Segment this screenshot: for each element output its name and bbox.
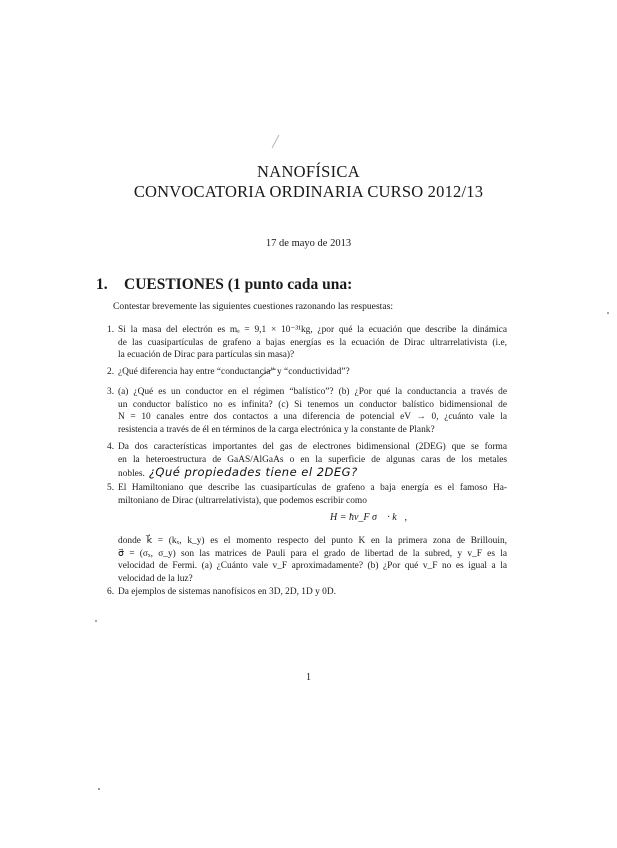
question-text-line: Da ejemplos de sistemas nanofísicos en 3D, 2D, 1D y 0D. bbox=[118, 587, 336, 597]
question-text-line: donde k⃗ = (kₓ, k_y) es el momento respecto del punto K en la primera zona de Brillouin, bbox=[118, 536, 507, 546]
question-5 bbox=[107, 482, 507, 507]
page-number: 1 bbox=[306, 672, 311, 683]
exam-title: NANOFÍSICA bbox=[257, 162, 360, 181]
question-text-line: la ecuación de Dirac para partículas sin masa)? bbox=[118, 350, 295, 361]
question-5-continued bbox=[107, 535, 507, 585]
question-6 bbox=[107, 586, 507, 599]
question-text-line: en la heteroestructura de GaAS/AlGaAs o en la superficie de algunas caras de los metales bbox=[118, 454, 507, 465]
question-number: 1. bbox=[107, 325, 115, 335]
question-text-line: de las cuasipartículas de grafeno a bajas energías es la ecuación de Dirac ultrarrelativista (i.e, bbox=[118, 337, 507, 348]
handwritten-annotation: ¿Qué propiedades tiene el 2DEG? bbox=[148, 465, 358, 480]
scan-speck bbox=[95, 620, 97, 622]
exam-subtitle: CONVOCATORIA ORDINARIA CURSO 2012/13 bbox=[133, 182, 484, 201]
question-text-line: N = 10 canales entre dos contactos a una diferencia de potencial eV → 0, ¿cuánto vale la bbox=[118, 412, 507, 423]
question-number: 5. bbox=[107, 483, 115, 493]
question-number: 4. bbox=[107, 442, 115, 452]
question-text-line: Si la masa del electrón es mₑ = 9,1 × 10⁻³¹kg, ¿por qué la ecuación que describe la dinámica bbox=[118, 325, 507, 335]
question-number: 2. bbox=[107, 367, 115, 377]
scan-speck bbox=[607, 312, 609, 314]
question-text-line: ¿Qué diferencia hay entre “conductancia” y “conductividad”? bbox=[118, 367, 350, 377]
question-text-line: resistencia a través de él en términos de la carga electrónica y la constante de Plank? bbox=[118, 424, 435, 435]
question-text-line: velocidad de la luz? bbox=[118, 573, 193, 584]
question-text-line: un conductor balístico no es infinita? (c) Si tenemos un conductor balístico bidimensional de bbox=[118, 399, 507, 410]
question-2 bbox=[107, 366, 507, 379]
question-text-line: velocidad de Fermi. (a) ¿Cuánto vale v_F aproximadamente? (b) ¿Por qué v_F no es igual a la bbox=[118, 561, 507, 572]
section-title: CUESTIONES (1 punto cada una: bbox=[124, 276, 353, 293]
question-3 bbox=[107, 386, 507, 436]
section-number: 1. bbox=[96, 276, 108, 293]
hamiltonian-equation: H = ħv_F σ⃗ · k⃗, bbox=[330, 512, 407, 523]
question-text-line: σ⃗ = (σₓ, σ_y) son las matrices de Pauli para el grado de libertad de la subred, y v_F es la bbox=[118, 548, 507, 559]
exam-date: 17 de mayo de 2013 bbox=[265, 238, 352, 249]
pen-mark bbox=[270, 133, 282, 149]
pen-mark bbox=[258, 368, 278, 380]
question-text-line: El Hamiltoniano que describe las cuasipartículas de grafeno a baja energía es el famoso Ha- bbox=[118, 483, 507, 493]
scan-speck bbox=[98, 788, 100, 790]
question-4 bbox=[107, 441, 507, 481]
question-number: 3. bbox=[107, 387, 115, 397]
question-1 bbox=[107, 324, 507, 362]
hamiltonian-equation-row bbox=[0, 512, 617, 523]
question-text-line: nobles. bbox=[118, 469, 145, 480]
question-text-line: (a) ¿Qué es un conductor en el régimen “balístico”? (b) ¿Por qué la conductancia a través de bbox=[118, 387, 507, 397]
question-text-line: Da dos características importantes del gas de electrones bidimensional (2DEG) que se forma bbox=[118, 442, 507, 452]
section-intro: Contestar brevemente las siguientes cuestiones razonando las respuestas: bbox=[113, 301, 393, 312]
question-number: 6. bbox=[107, 587, 115, 597]
question-text-line: miltoniano de Dirac (ultrarrelativista), que podemos escribir como bbox=[118, 495, 367, 506]
